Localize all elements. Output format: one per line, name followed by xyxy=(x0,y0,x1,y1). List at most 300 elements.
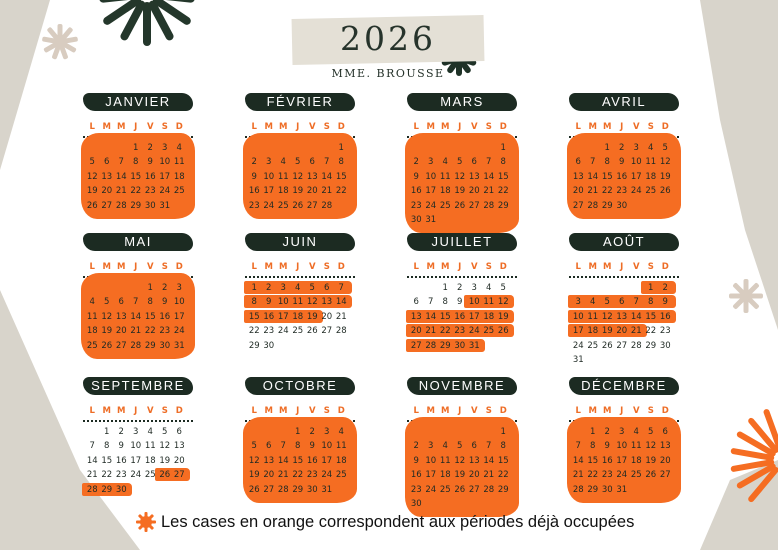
day-cell: 24 xyxy=(630,186,642,197)
day-cell: 27 xyxy=(263,484,275,495)
day-cell: 26 xyxy=(101,340,113,351)
day-cell: 8 xyxy=(500,157,506,168)
day-cell: 16 xyxy=(263,311,275,322)
weekday-label: M xyxy=(441,406,450,416)
day-cell: 15 xyxy=(292,455,304,466)
day-cell: 17 xyxy=(616,455,628,466)
day-cell: 27 xyxy=(468,200,480,211)
day-cell: 13 xyxy=(572,171,584,182)
day-cell: 26 xyxy=(454,484,466,495)
day-cell: 13 xyxy=(173,441,185,452)
day-cell: 13 xyxy=(468,171,480,182)
month-name: JANVIER xyxy=(83,93,193,111)
day-cell: 22 xyxy=(144,326,156,337)
dotted-divider xyxy=(569,276,679,278)
day-cell: 11 xyxy=(630,441,642,452)
day-cell: 1 xyxy=(104,427,110,437)
day-cell: 18 xyxy=(645,171,657,182)
weekday-label: S xyxy=(161,262,168,272)
page-title: 2026 xyxy=(340,19,436,58)
weekday-label: M xyxy=(441,262,450,272)
day-cell: 7 xyxy=(338,283,344,293)
weekday-label: S xyxy=(647,122,654,132)
weekday-label: V xyxy=(146,122,154,132)
legend-text: Les cases en orange correspondent aux périodes déjà occupées xyxy=(161,513,635,531)
day-cell: 6 xyxy=(575,157,581,168)
day-cell: 30 xyxy=(306,484,318,495)
weekday-label: M xyxy=(426,262,435,272)
day-cell: 12 xyxy=(645,441,657,452)
weekday-label: V xyxy=(146,406,154,416)
day-cell: 21 xyxy=(572,470,584,481)
weekday-label: S xyxy=(161,122,168,132)
day-cell: 9 xyxy=(662,297,668,308)
day-cell: 8 xyxy=(338,157,344,168)
day-cell: 24 xyxy=(263,200,275,211)
day-cell: 16 xyxy=(601,455,613,466)
day-cell: 14 xyxy=(321,171,333,182)
day-cell: 4 xyxy=(295,283,301,293)
day-cell: 19 xyxy=(248,470,260,481)
weekday-label: M xyxy=(117,406,126,416)
day-cell: 1 xyxy=(442,283,448,293)
day-cell: 13 xyxy=(101,171,113,182)
day-cell: 10 xyxy=(572,311,584,322)
day-cell: 14 xyxy=(483,455,495,466)
month-name: SEPTEMBRE xyxy=(83,377,193,395)
day-cell: 29 xyxy=(130,200,142,211)
day-cell: 11 xyxy=(335,441,347,452)
day-cell: 12 xyxy=(497,297,509,308)
weekday-label: S xyxy=(485,122,492,132)
weekday-label: J xyxy=(458,262,462,272)
day-cell: 28 xyxy=(483,200,495,211)
day-cell: 17 xyxy=(277,311,289,322)
day-cell: 15 xyxy=(439,311,451,322)
day-cell: 30 xyxy=(659,340,671,351)
day-cell: 9 xyxy=(266,297,272,308)
day-cell: 27 xyxy=(321,326,333,337)
day-cell: 5 xyxy=(309,283,315,293)
day-cell: 25 xyxy=(587,340,599,351)
dotted-divider xyxy=(83,420,193,422)
day-cell: 17 xyxy=(468,311,480,322)
day-cell: 24 xyxy=(130,470,142,481)
day-cell: 1 xyxy=(133,143,139,153)
day-cell: 13 xyxy=(306,171,318,182)
day-cell: 23 xyxy=(659,326,671,337)
day-cell: 29 xyxy=(497,200,509,211)
day-cell: 27 xyxy=(173,470,185,481)
day-cell: 2 xyxy=(118,427,124,437)
month-10 xyxy=(243,377,357,502)
day-cell: 10 xyxy=(173,297,185,308)
day-cell: 27 xyxy=(410,340,422,351)
weekday-label: S xyxy=(647,406,654,416)
day-cell: 29 xyxy=(601,200,613,211)
day-cell: 26 xyxy=(645,470,657,481)
day-cell: 11 xyxy=(144,441,156,452)
month-4 xyxy=(567,93,681,218)
day-cell: 4 xyxy=(648,143,654,153)
weekday-label: L xyxy=(575,406,581,416)
day-cell: 6 xyxy=(104,157,110,168)
day-cell: 27 xyxy=(616,340,628,351)
day-cell: 2 xyxy=(662,283,668,293)
day-cell: 28 xyxy=(321,200,333,211)
day-cell: 3 xyxy=(176,283,182,293)
day-cell: 20 xyxy=(263,470,275,481)
weekday-label: J xyxy=(458,122,462,132)
day-cell: 26 xyxy=(306,326,318,337)
day-cell: 9 xyxy=(619,157,625,168)
legend-orange-dot-icon xyxy=(136,512,156,532)
day-cell: 19 xyxy=(659,171,671,182)
day-cell: 2 xyxy=(413,441,419,452)
day-cell: 19 xyxy=(497,311,509,322)
day-cell: 17 xyxy=(159,171,171,182)
day-cell: 26 xyxy=(454,200,466,211)
day-cell: 28 xyxy=(587,200,599,211)
day-cell: 31 xyxy=(572,355,584,365)
day-cell: 30 xyxy=(410,215,422,225)
day-cell: 1 xyxy=(590,427,596,437)
day-cell: 10 xyxy=(130,441,142,452)
day-cell: 15 xyxy=(645,311,657,322)
day-cell: 14 xyxy=(572,455,584,466)
weekday-label: M xyxy=(279,122,288,132)
month-name: DÉCEMBRE xyxy=(569,377,679,395)
day-cell: 24 xyxy=(173,326,185,337)
day-cell: 31 xyxy=(468,340,480,351)
day-cell: 17 xyxy=(425,470,437,481)
day-cell: 10 xyxy=(630,157,642,168)
weekday-label: J xyxy=(134,406,138,416)
weekday-label: M xyxy=(588,122,597,132)
day-cell: 29 xyxy=(587,484,599,495)
day-cell: 11 xyxy=(645,157,657,168)
day-cell: 11 xyxy=(483,297,495,308)
weekday-label: D xyxy=(661,262,669,272)
day-cell: 9 xyxy=(457,297,463,308)
day-cell: 29 xyxy=(248,340,260,351)
weekday-label: J xyxy=(296,262,300,272)
day-cell: 26 xyxy=(601,340,613,351)
day-cell: 4 xyxy=(338,427,344,437)
day-cell: 4 xyxy=(442,157,448,168)
weekday-label: M xyxy=(264,122,273,132)
day-cell: 7 xyxy=(89,441,95,452)
weekday-label: S xyxy=(647,262,654,272)
day-cell: 17 xyxy=(130,455,142,466)
weekday-label: M xyxy=(117,122,126,132)
day-cell: 21 xyxy=(277,470,289,481)
month-12 xyxy=(567,377,681,502)
day-cell: 18 xyxy=(277,186,289,197)
day-cell: 23 xyxy=(306,470,318,481)
day-cell: 21 xyxy=(483,470,495,481)
weekday-label: V xyxy=(470,122,478,132)
beige-burst-icon xyxy=(729,279,763,313)
day-cell: 31 xyxy=(173,340,185,351)
day-cell: 17 xyxy=(321,455,333,466)
dotted-divider xyxy=(407,276,517,278)
day-cell: 1 xyxy=(251,283,257,293)
day-cell: 15 xyxy=(497,171,509,182)
day-cell: 8 xyxy=(590,441,596,452)
day-cell: 30 xyxy=(601,484,613,495)
month-2 xyxy=(243,93,357,218)
day-cell: 14 xyxy=(483,171,495,182)
day-cell: 29 xyxy=(645,340,657,351)
day-cell: 30 xyxy=(115,484,127,495)
weekday-label: D xyxy=(337,262,345,272)
day-cell: 23 xyxy=(410,200,422,211)
day-cell: 6 xyxy=(471,441,477,452)
month-3 xyxy=(405,93,519,225)
day-cell: 22 xyxy=(130,186,142,197)
day-cell: 28 xyxy=(425,340,437,351)
day-cell: 7 xyxy=(428,297,434,308)
day-cell: 16 xyxy=(306,455,318,466)
day-cell: 19 xyxy=(454,186,466,197)
day-cell: 10 xyxy=(277,297,289,308)
day-cell: 2 xyxy=(413,157,419,168)
weekday-label: L xyxy=(413,122,419,132)
day-cell: 18 xyxy=(439,470,451,481)
day-cell: 18 xyxy=(292,311,304,322)
day-cell: 17 xyxy=(425,186,437,197)
day-cell: 31 xyxy=(425,215,437,225)
day-cell: 30 xyxy=(454,340,466,351)
day-cell: 4 xyxy=(486,283,492,293)
day-cell: 24 xyxy=(572,340,584,351)
weekday-label: L xyxy=(89,406,95,416)
day-cell: 4 xyxy=(633,427,639,437)
day-cell: 27 xyxy=(659,470,671,481)
weekday-label: V xyxy=(470,406,478,416)
day-cell: 8 xyxy=(147,297,153,308)
weekday-label: J xyxy=(134,122,138,132)
day-cell: 18 xyxy=(144,455,156,466)
day-cell: 19 xyxy=(601,326,613,337)
day-cell: 26 xyxy=(497,326,509,337)
day-cell: 30 xyxy=(159,340,171,351)
day-cell: 22 xyxy=(292,470,304,481)
day-cell: 4 xyxy=(89,297,95,308)
day-cell: 8 xyxy=(251,297,257,308)
month-name: NOVEMBRE xyxy=(407,377,517,395)
day-cell: 4 xyxy=(280,157,286,168)
day-cell: 21 xyxy=(335,311,347,322)
day-cell: 15 xyxy=(248,311,260,322)
month-8 xyxy=(567,233,681,365)
day-cell: 22 xyxy=(497,186,509,197)
day-cell: 10 xyxy=(159,157,171,168)
day-cell: 22 xyxy=(645,326,657,337)
weekday-label: S xyxy=(323,262,330,272)
day-cell: 3 xyxy=(575,297,581,308)
month-name: MARS xyxy=(407,93,517,111)
weekday-label: L xyxy=(251,406,257,416)
day-cell: 7 xyxy=(590,157,596,168)
day-cell: 28 xyxy=(277,484,289,495)
day-cell: 13 xyxy=(115,311,127,322)
weekday-label: S xyxy=(485,406,492,416)
month-name: OCTOBRE xyxy=(245,377,355,395)
page-subtitle: MME. BROUSSE xyxy=(331,67,445,80)
weekday-label: V xyxy=(632,262,640,272)
day-cell: 30 xyxy=(144,200,156,211)
weekday-label: J xyxy=(620,122,624,132)
day-cell: 3 xyxy=(633,143,639,153)
day-cell: 8 xyxy=(604,157,610,168)
month-name: MAI xyxy=(83,233,193,251)
day-cell: 21 xyxy=(483,186,495,197)
day-cell: 26 xyxy=(248,484,260,495)
day-cell: 29 xyxy=(497,484,509,495)
day-cell: 16 xyxy=(248,186,260,197)
day-cell: 20 xyxy=(101,186,113,197)
day-cell: 6 xyxy=(471,157,477,168)
month-name: JUILLET xyxy=(407,233,517,251)
month-7 xyxy=(405,233,519,358)
day-cell: 3 xyxy=(428,441,434,452)
day-cell: 30 xyxy=(616,200,628,211)
weekday-label: D xyxy=(175,406,183,416)
day-cell: 15 xyxy=(601,171,613,182)
day-cell: 20 xyxy=(572,186,584,197)
day-cell: 19 xyxy=(292,186,304,197)
day-cell: 12 xyxy=(86,171,98,182)
day-cell: 21 xyxy=(86,470,98,481)
day-cell: 8 xyxy=(104,441,110,452)
day-cell: 31 xyxy=(616,484,628,495)
weekday-label: M xyxy=(603,122,612,132)
day-cell: 24 xyxy=(616,470,628,481)
day-cell: 1 xyxy=(500,143,506,153)
day-cell: 12 xyxy=(659,157,671,168)
day-cell: 22 xyxy=(439,326,451,337)
day-cell: 28 xyxy=(483,484,495,495)
day-cell: 26 xyxy=(659,186,671,197)
day-cell: 11 xyxy=(173,157,185,168)
weekday-label: D xyxy=(661,406,669,416)
day-cell: 9 xyxy=(147,157,153,168)
day-cell: 23 xyxy=(601,470,613,481)
day-cell: 24 xyxy=(425,484,437,495)
day-cell: 13 xyxy=(468,455,480,466)
day-cell: 5 xyxy=(295,157,301,168)
day-cell: 7 xyxy=(324,157,330,168)
day-cell: 16 xyxy=(659,311,671,322)
dotted-divider xyxy=(245,276,355,278)
day-cell: 16 xyxy=(410,470,422,481)
day-cell: 20 xyxy=(306,186,318,197)
weekday-label: D xyxy=(661,122,669,132)
day-cell: 9 xyxy=(118,441,124,452)
weekday-label: D xyxy=(499,262,507,272)
day-cell: 13 xyxy=(321,297,333,308)
weekday-label: D xyxy=(499,406,507,416)
day-cell: 6 xyxy=(413,297,419,308)
day-cell: 19 xyxy=(101,326,113,337)
day-cell: 12 xyxy=(159,441,171,452)
day-cell: 12 xyxy=(454,171,466,182)
day-cell: 25 xyxy=(173,186,185,197)
weekday-label: M xyxy=(426,406,435,416)
day-cell: 24 xyxy=(468,326,480,337)
day-cell: 13 xyxy=(616,311,628,322)
day-cell: 24 xyxy=(425,200,437,211)
month-name: JUIN xyxy=(245,233,355,251)
day-cell: 20 xyxy=(468,470,480,481)
day-cell: 23 xyxy=(159,326,171,337)
day-cell: 28 xyxy=(115,200,127,211)
month-name: AVRIL xyxy=(569,93,679,111)
day-cell: 14 xyxy=(115,171,127,182)
weekday-label: M xyxy=(426,122,435,132)
day-cell: 9 xyxy=(413,171,419,182)
day-cell: 8 xyxy=(500,441,506,452)
day-cell: 5 xyxy=(457,441,463,452)
weekday-label: V xyxy=(308,122,316,132)
day-cell: 9 xyxy=(604,441,610,452)
day-cell: 4 xyxy=(590,297,596,308)
day-cell: 27 xyxy=(101,200,113,211)
day-cell: 21 xyxy=(115,186,127,197)
weekday-label: M xyxy=(264,406,273,416)
day-cell: 25 xyxy=(483,326,495,337)
day-cell: 25 xyxy=(292,326,304,337)
weekday-label: J xyxy=(620,406,624,416)
day-cell: 22 xyxy=(335,186,347,197)
day-cell: 14 xyxy=(335,297,347,308)
day-cell: 18 xyxy=(173,171,185,182)
day-cell: 27 xyxy=(115,340,127,351)
day-cell: 3 xyxy=(428,157,434,168)
weekday-label: D xyxy=(175,262,183,272)
month-1 xyxy=(81,93,195,218)
day-cell: 29 xyxy=(292,484,304,495)
weekday-label: S xyxy=(323,122,330,132)
day-cell: 1 xyxy=(338,143,344,153)
day-cell: 5 xyxy=(500,283,506,293)
day-cell: 16 xyxy=(115,455,127,466)
day-cell: 10 xyxy=(425,171,437,182)
day-cell: 5 xyxy=(89,157,95,168)
day-cell: 11 xyxy=(587,311,599,322)
day-cell: 2 xyxy=(604,427,610,437)
day-cell: 5 xyxy=(162,427,168,437)
day-cell: 8 xyxy=(133,157,139,168)
day-cell: 18 xyxy=(86,326,98,337)
day-cell: 10 xyxy=(425,455,437,466)
weekday-label: J xyxy=(134,262,138,272)
day-cell: 9 xyxy=(413,455,419,466)
weekday-label: S xyxy=(485,262,492,272)
day-cell: 1 xyxy=(295,427,301,437)
day-cell: 25 xyxy=(335,470,347,481)
day-cell: 3 xyxy=(280,283,286,293)
weekday-label: M xyxy=(441,122,450,132)
day-cell: 16 xyxy=(616,171,628,182)
day-cell: 17 xyxy=(173,311,185,322)
day-cell: 4 xyxy=(147,427,153,437)
day-cell: 16 xyxy=(454,311,466,322)
day-cell: 6 xyxy=(324,283,330,293)
weekday-label: J xyxy=(620,262,624,272)
